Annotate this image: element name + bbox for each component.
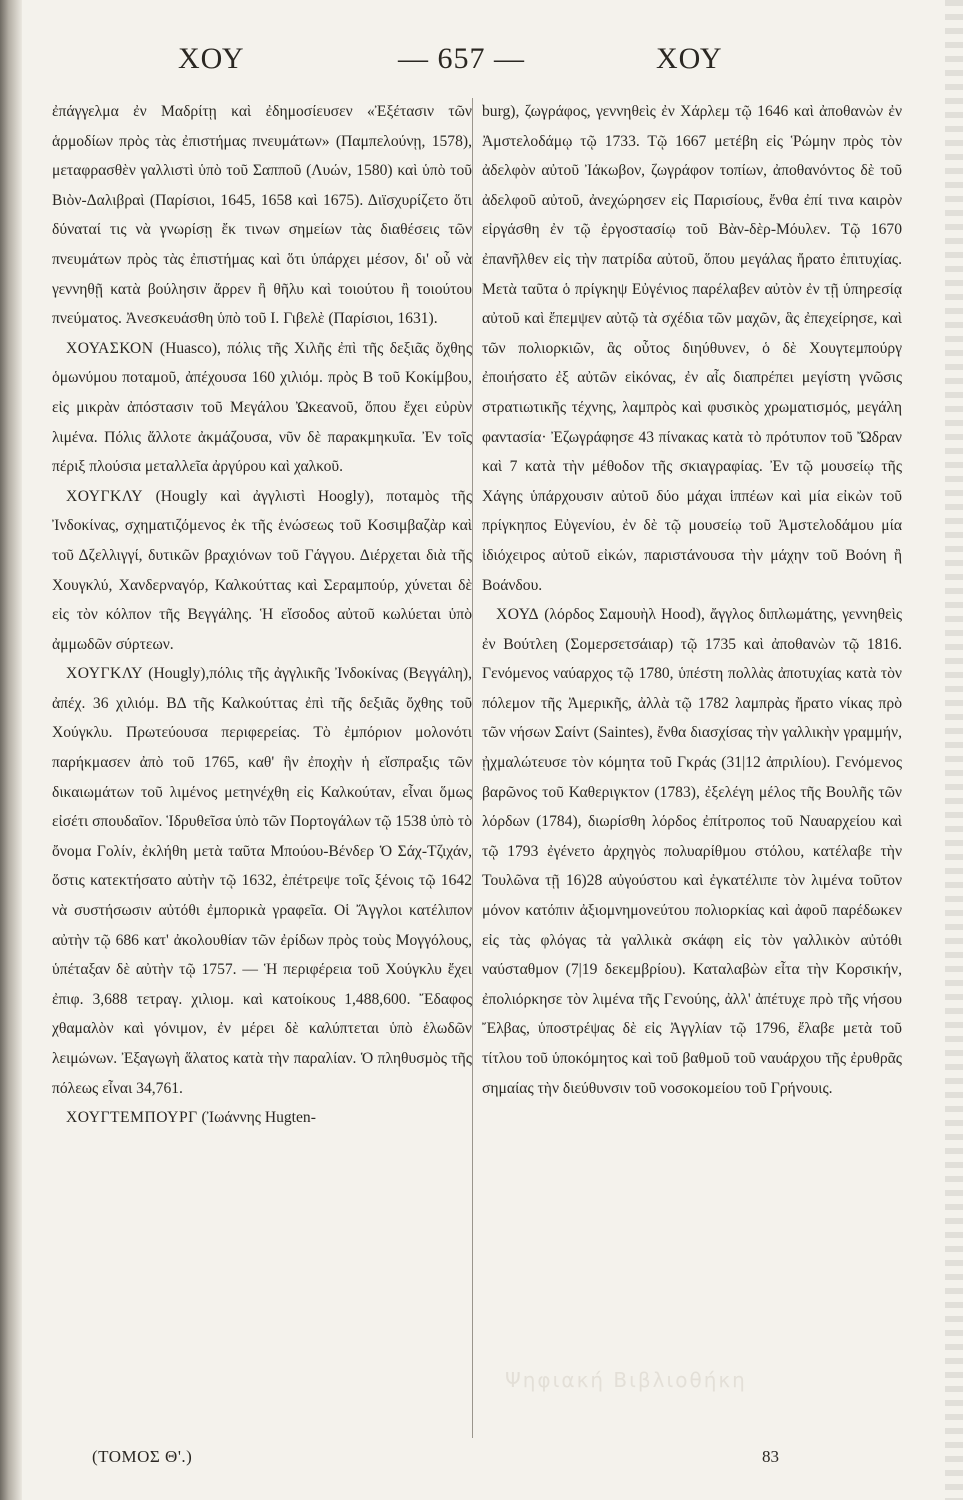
entry-text: burg), ζωγράφος, γεννηθεὶς ἐν Χάρλεμ τῷ 1646 καὶ ἀποθανὼν ἐν Ἀμστελοδάμῳ τῷ 1733. Τῷ 1667 μετέβη εἰς Ῥώμην πρὸς τὸν ἀδελφὸν αὐτοῦ Ἰάκωβον, ζωγράφον τοπίων, ἀποθανόντος δὲ τοῦ ἀδελφοῦ αὐτοῦ, ἀνεχώρησεν εἰς Παρισίους, ἔνθα ἐπί τινα καιρὸν εἰργάσθη ἐν τῷ ἐργοστασίῳ τοῦ Βὰν-δὲρ-Μόυλεν. Τῷ 1670 ἐπανῆλθεν εἰς τὴν πατρίδα αὐτοῦ, ὅπου μεγάλας ἤρατο ἐπιτυχίας. Μετὰ ταῦτα ὁ πρίγκηψ Εὐγένιος παρέλαβεν αὐτὸν ἐν τῇ ὑπηρεσίᾳ αὐτοῦ καὶ ἔπεμψεν αὐτῷ τὰ σχέδια τῶν μαχῶν, ἃς ἐπεχείρησε, καὶ τῶν πολιορκιῶν, ἃς οὗτος διηύθυνεν, ὁ δὲ Χουγτεμπούργ ἐποιήσατο ἐξ αὐτῶν εἰκόνας, ἐν αἷς διαπρέπει μεγίστη γνῶσις στρατιωτικῆς τέχνης, λαμπρὸς καὶ φυσικὸς χρωματισμός, μεγάλη φαντασία· Ἐζωγράφησε 43 πίνακας κατὰ τὸ πρότυπον τοῦ Ὤδραν καὶ 7 κατὰ τὴν μέθοδον τῆς σκιαγραφίας. Ἐν τῷ μουσείῳ τῆς Χάγης ὑπάρχουσιν αὐτοῦ δύο μάχαι ἱππέων καὶ μία εἰκὼν τοῦ πρίγκηπος Εὐγενίου, ἐν δὲ τῷ μουσείῳ τοῦ Ἀμστελοδάμου μία ἰδιόχειρος αὐτοῦ εἰκών, παριστάνουσα τὴν μάχην τοῦ Βοόνη ἢ Βοάνδου. [482, 103, 902, 594]
entry-headword: ΧΟΥΓΤΕΜΠΟΥΡΓ [66, 1109, 198, 1127]
dictionary-entry [52, 482, 472, 660]
header-left-guide-word: ΧΟΥ [178, 42, 245, 75]
running-header [0, 42, 963, 92]
continued-paragraph [482, 97, 902, 600]
entry-text: (Huasco), πόλις τῆς Χιλῆς ἐπὶ τῆς δεξιᾶς ὄχθης ὁμωνύμου ποταμοῦ, ἀπέχουσα 160 χιλιόμ. πρὸς Β τοῦ Κοκίμβου, εἰς μικρὰν ἀπόστασιν τοῦ Μεγάλου Ὠκεανοῦ, ὅπου ἔχει εὐρὺν λιμένα. Πόλις ἄλλοτε ἀκμάζουσα, νῦν δὲ παρακμηκυῖα. Ἐν τοῖς πέριξ πλούσια μεταλλεῖα ἀργύρου καὶ χαλκοῦ. [52, 339, 472, 476]
header-right-guide-word: ΧΟΥ [656, 42, 723, 75]
entry-text: ἐπάγγελμα ἐν Μαδρίτῃ καὶ ἐδημοσίευσεν «Ἐξέτασιν τῶν ἁρμοδίων πρὸς τὰς ἐπιστήμας πνευμάτων» (Παμπελούνῃ, 1578), μεταφρασθὲν γαλλιστὶ ὑπὸ τοῦ Σαπποῦ (Λυών, 1580) καὶ ὑπὸ τοῦ Βιὸν-Δαλιβραὶ (Παρίσιοι, 1645, 1658 καὶ 1675). Διϊσχυρίζετο ὅτι δύναταί τις νὰ γνωρίσῃ ἔκ τινων σημείων τὰς διαθέσεις τῶν πνευμάτων πρὸς τὰς ἐπιστήμας καὶ ὅτι ὑπάρχει μέσον, δι' οὗ νὰ γεννηθῇ κατὰ βούλησιν ἄρρεν ἢ θῆλυ καὶ τοιούτου ἢ τοιούτου πνεύματος. Ἀνεσκευάσθη ὑπὸ τοῦ Ι. Γιβελὲ (Παρίσιοι, 1631). [52, 103, 472, 328]
entry-headword: ΧΟΥΓΚΛΥ [66, 487, 143, 505]
entry-text: (Ἰωάννης Hugten- [197, 1109, 316, 1127]
dictionary-entry [482, 600, 902, 1103]
entry-headword: ΧΟΥΔ [496, 606, 540, 624]
dictionary-entry [52, 659, 472, 1103]
entry-text: (Hougly καὶ ἀγγλιστὶ Hoogly), ποταμὸς τῆς Ἰνδοκίνας, σχηματιζόμενος ἐκ τῆς ἑνώσεως τοῦ Κοσιμβαζὰρ καὶ τοῦ Δζελλιγγί, δυτικῶν βραχιόνων τοῦ Γάγγου. Διέρχεται διὰ τῆς Χουγκλύ, Χανδερναγόρ, Καλκούττας καὶ Σεραμπούρ, χύνεται δὲ εἰς τὸν κόλπον τῆς Βεγγάλης. Ἡ εἴσοδος αὐτοῦ κωλύεται ὑπὸ ἀμμωδῶν σύρτεων. [52, 487, 472, 653]
dictionary-entry [52, 334, 472, 482]
entry-text: (Hougly),πόλις τῆς ἀγγλικῆς Ἰνδοκίνας (Βεγγάλη), ἀπέχ. 36 χιλιόμ. ΒΔ τῆς Καλκούττας ἐπὶ τῆς δεξιᾶς ὄχθης τοῦ Χούγκλυ. Πρωτεύουσα περιφερείας. Τὸ ἐμπόριον μολονότι παρήκμασεν ἀπὸ τοῦ 1765, καθ' ἣν ἐποχὴν ἡ εἴσπραξις τῶν δικαιωμάτων τοῦ λιμένος μετηνέχθη εἰς Καλκούταν, εἶναι ὅμως εἰσέτι σπουδαῖον. Ἱδρυθεῖσα ὑπὸ τῶν Πορτογάλων τῷ 1538 ὑπὸ τὸ ὄνομα Γολίν, ἐκλήθη μετὰ ταῦτα Μπούου-Βένδερ Ὁ Σάχ-Τζιχάν, ὅστις κατεκτήσατο αὐτὴν τῷ 1632, ἐπέτρεψε τοῖς ξένοις τῷ 1642 νὰ συστήσωσιν αὐτόθι ἐμπορικὰ γραφεῖα. Οἱ Ἄγγλοι κατέλιπον αὐτὴν τῷ 686 κατ' ἀκολουθίαν τῶν ἐρίδων πρὸς τοὺς Μογγόλους, ὑπέταξαν δὲ αὐτὴν τῷ 1757. — Ἡ περιφέρεια τοῦ Χούγκλυ ἔχει ἐπιφ. 3,688 τετραγ. χιλιομ. καὶ κατοίκους 1,488,600. Ἔδαφος χθαμαλὸν καὶ γόνιμον, ἐν μέρει δὲ καλύπτεται ὑπὸ ἑλωδῶν λειμώνων. Ἐξαγωγὴ ἅλατος κατὰ τὴν παραλίαν. Ὁ πληθυσμὸς τῆς πόλεως εἶναι 34,761. [52, 665, 472, 1097]
entry-text: (λόρδος Σαμουὴλ Hood), ἄγγλος διπλωμάτης, γεννηθεὶς ἐν Βούτλεη (Σομερσετσάιαρ) τῷ 1735 καὶ ἀποθανὼν τῷ 1816. Γενόμενος ναύαρχος τῷ 1780, ὑπέστη πολλὰς ἀποτυχίας κατὰ τὸν πόλεμον τῆς Ἀμερικῆς, ἀλλὰ τῷ 1782 λαμπρὰς ἤρατο νίκας πρὸ τῶν νήσων Σαίντ (Saintes), ἔνθα διασχίσας τὴν γαλλικὴν γραμμήν, ᾐχμαλώτευσε τὸν κόμητα τοῦ Γκράς (31|12 ἀπριλίου). Γενόμενος βαρῶνος τοῦ Καθεριγκτον (1783), ἐξελέγη μέλος τῆς Βουλῆς τῶν λόρδων (1784), διωρίσθη λόρδος ἐπίτροπος τοῦ Ναυαρχείου καὶ τῷ 1793 ἐγένετο ἀρχηγὸς πολυαρίθμου στόλου, κατέλαβε τὴν Τουλῶνα τῇ 16)28 αὐγούστου καὶ ἐγκατέλιπε τὸν λιμένα τοῦτον μόνον κατόπιν ἀξιομνημονεύτου πολιορκίας καὶ ἀφοῦ παρέδωκεν εἰς τὰς φλόγας τὰ γαλλικὰ σκάφη εἰς τὸν γαλλικὸν αὐτόθι ναύσταθμον (7|19 δεκεμβρίου). Καταλαβὼν εἶτα τὴν Κορσικήν, ἐπολιόρκησε τὸν λιμένα τῆς Γενούης, ἀλλ' ἀπέτυχε πρὸ τῆς νήσου Ἔλβας, ὑποστρέψας δὲ εἰς Ἀγγλίαν τῷ 1796, ἔλαβε μετὰ τοῦ τίτλου τοῦ ὑποκόμητος καὶ τοῦ βαθμοῦ τοῦ ναυάρχου τῆς ἐρυθρᾶς σημαίας τὴν διεύθυνσιν τοῦ νοσοκομείου τοῦ Γρήνουις. [482, 606, 902, 1097]
book-spine-shadow [0, 0, 22, 1500]
left-text-column [52, 97, 472, 1442]
column-divider [472, 98, 473, 1438]
page-footer [0, 1447, 963, 1487]
right-text-column [482, 97, 902, 1442]
library-watermark: Ψηφιακή Βιβλιοθήκη [505, 1368, 747, 1392]
volume-label: (ΤΟΜΟΣ Θ'.) [92, 1447, 193, 1466]
dictionary-entry [52, 1103, 472, 1133]
signature-number: 83 [762, 1447, 779, 1466]
entry-headword: ΧΟΥΑΣΚΟΝ [66, 339, 154, 357]
continued-paragraph [52, 97, 472, 334]
entry-headword: ΧΟΥΓΚΛΥ [66, 665, 143, 683]
header-page-number: — 657 — [398, 42, 525, 75]
right-edge-bleed [945, 0, 963, 1500]
